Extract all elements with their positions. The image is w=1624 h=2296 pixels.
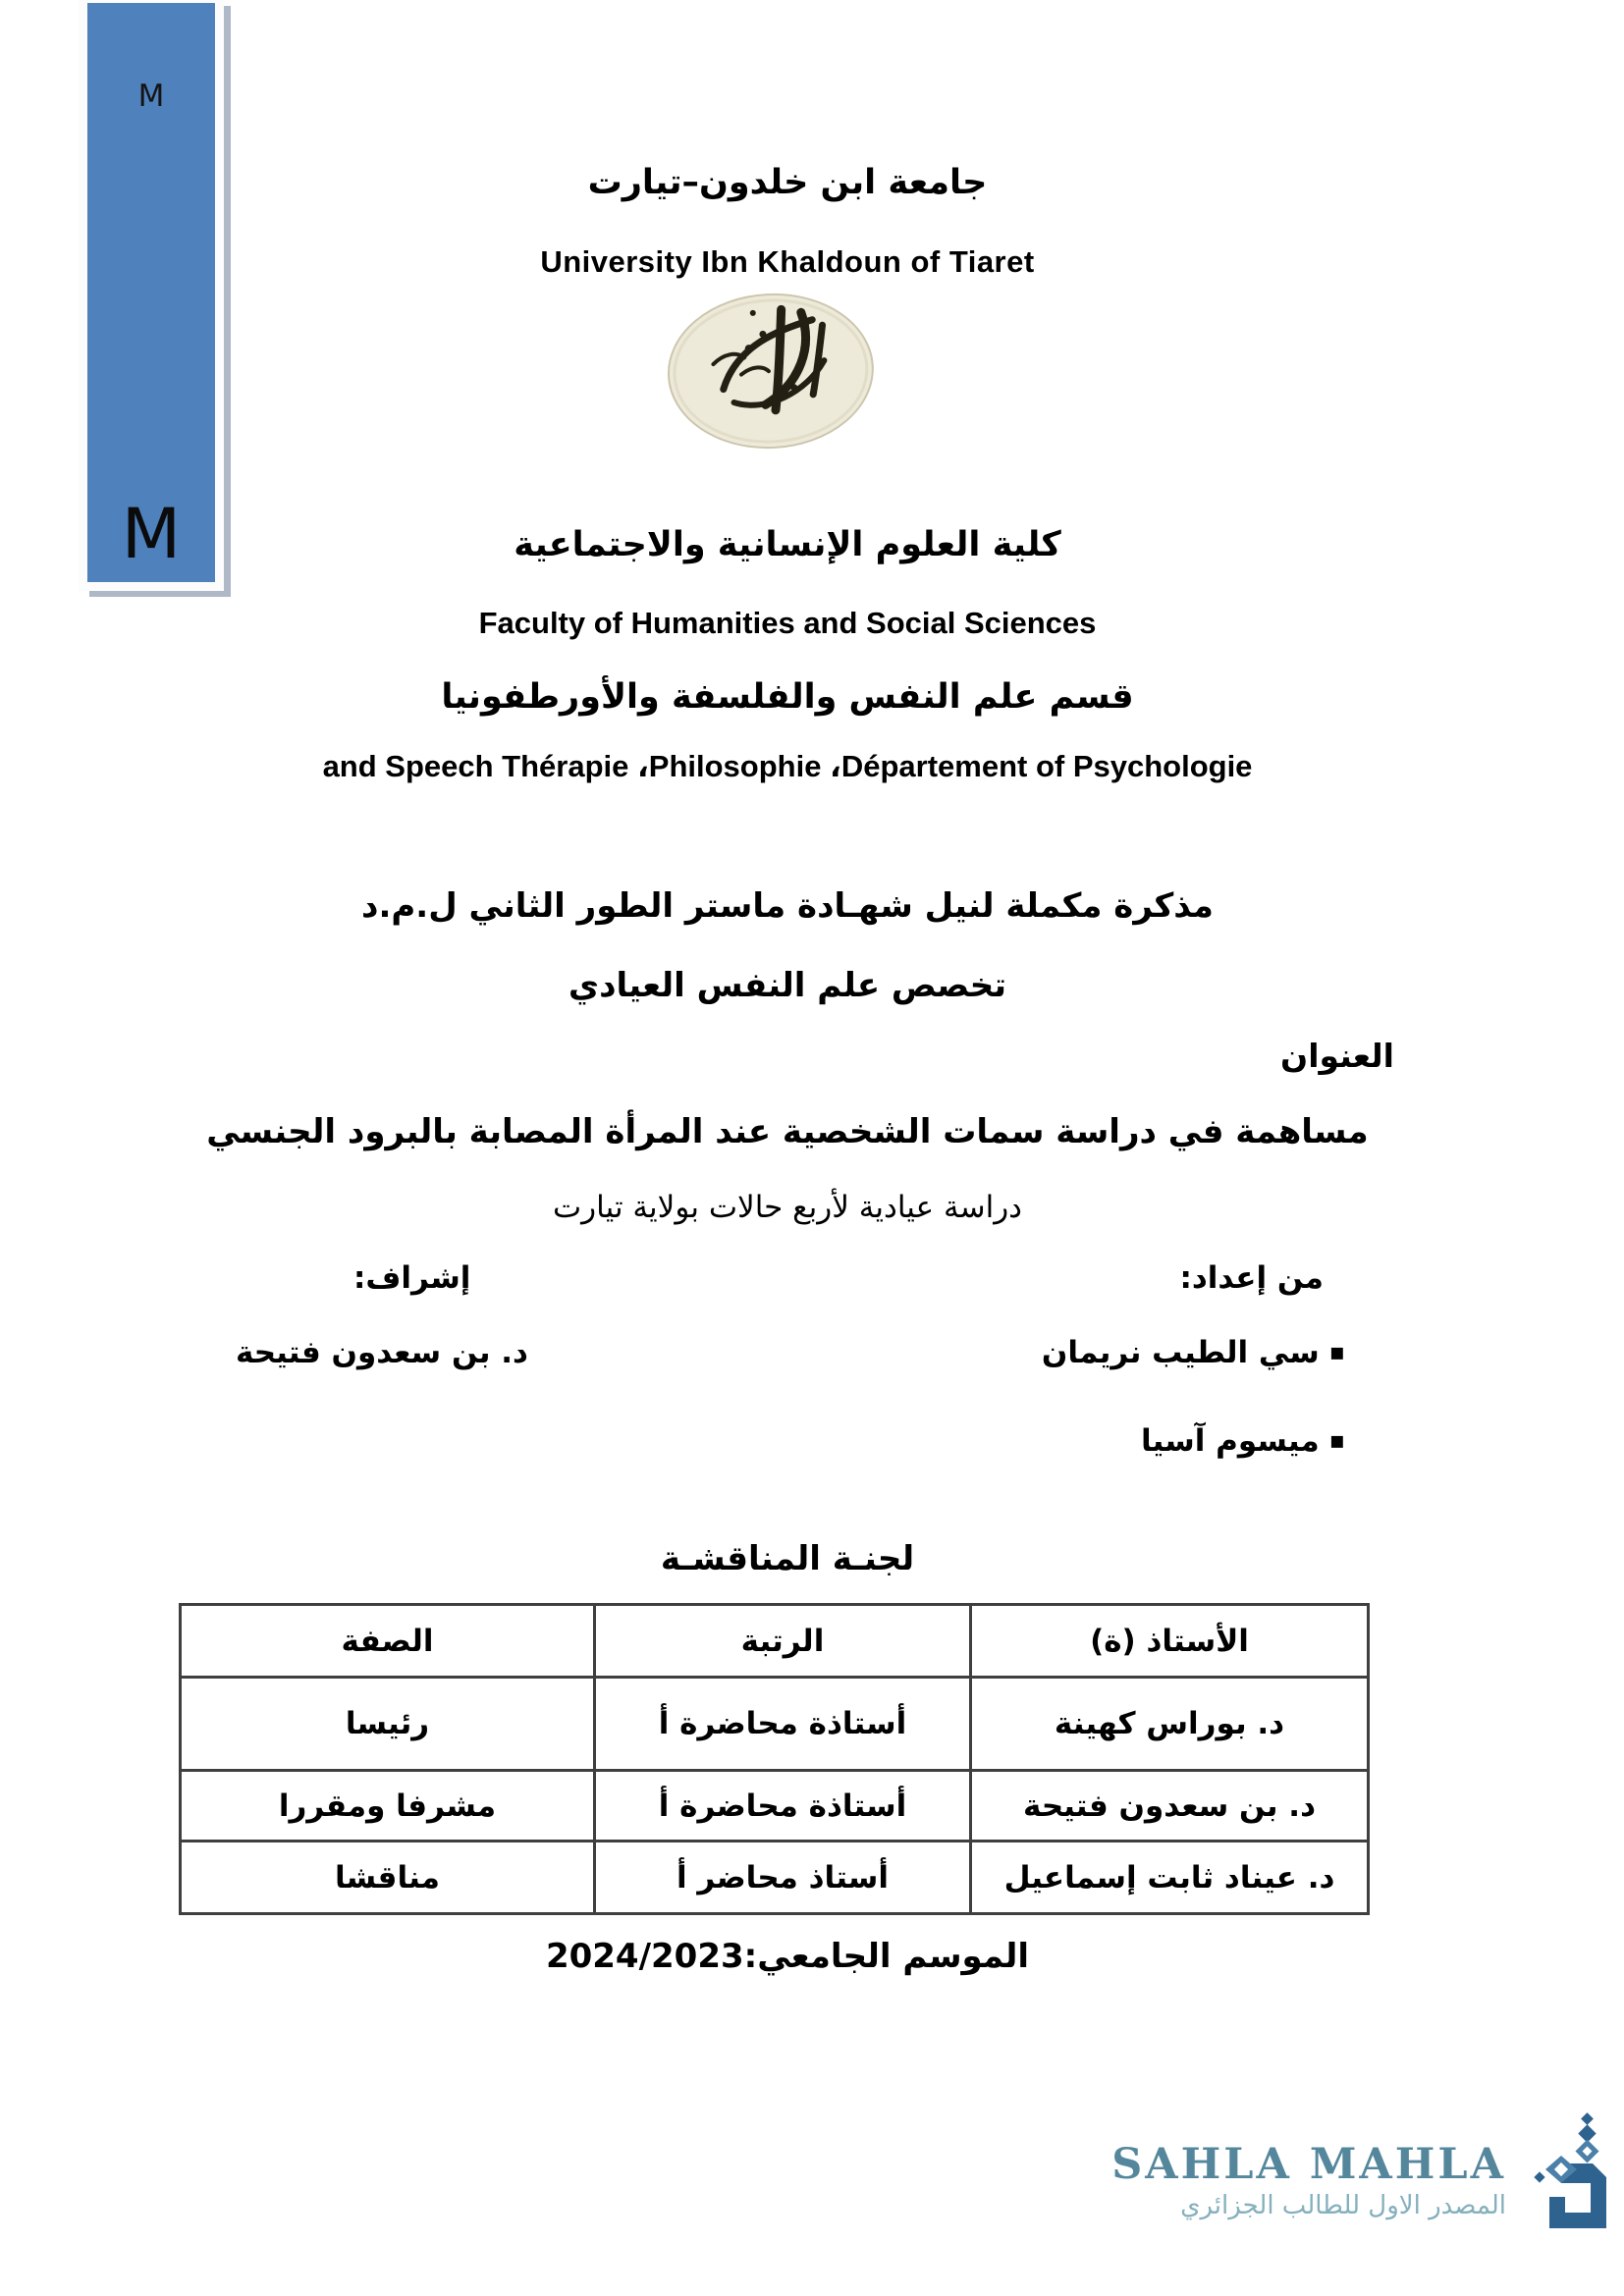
cell-professor: د. بوراس كهينة [971, 1678, 1369, 1771]
student-name: سي الطيب نريمان [1041, 1335, 1320, 1370]
department-name-french: and Speech Thérapie ،Philosophie ،Département of Psychologie [322, 749, 1253, 783]
bullet-icon: ▪ [1328, 1426, 1345, 1454]
sidebar-letter-bottom: M [121, 494, 182, 574]
cell-professor: د. عيناد ثابت إسماعيل [971, 1842, 1369, 1914]
student-list-item [1042, 1333, 1345, 1372]
thesis-subtitle: دراسة عيادية لأربع حالات بولاية تيارت [552, 1190, 1022, 1225]
brand-tagline: المصدر الاول للطالب الجزائري [1180, 2191, 1506, 2220]
sidebar-bookmark-frame [79, 0, 224, 591]
student-name: ميسوم آسيا [1140, 1423, 1320, 1459]
title-label: العنوان [1280, 1037, 1394, 1075]
bullet-icon: ▪ [1328, 1338, 1345, 1365]
table-row [181, 1678, 1369, 1771]
cell-rank: أستاذة محاضرة أ [595, 1771, 971, 1842]
table-header-row [181, 1605, 1369, 1678]
supervision-label: إشراف: [353, 1260, 471, 1296]
faculty-name-arabic: كلية العلوم الإنسانية والاجتماعية [514, 525, 1061, 564]
column-header-rank: الرتبة [595, 1605, 971, 1678]
thesis-specialty: تخصص علم النفس العيادي [568, 966, 1007, 1005]
cell-rank: أستاذ محاضر أ [595, 1842, 971, 1914]
academic-year: الموسم الجامعي:2024/2023 [545, 1937, 1030, 1976]
university-seal-icon [666, 291, 876, 455]
thesis-degree-line: مذكرة مكملة لنيل شهـادة ماستر الطور الثاني ل.م.د [361, 886, 1214, 926]
table-row [181, 1771, 1369, 1842]
faculty-name-english: Faculty of Humanities and Social Sciences [478, 606, 1097, 640]
sidebar-bookmark-bar [87, 3, 215, 582]
university-name-english: University Ibn Khaldoun of Tiaret [540, 244, 1035, 279]
committee-title: لجنـة المناقشـة [660, 1539, 915, 1578]
student-list-item [1141, 1421, 1345, 1461]
university-name-arabic: جامعة ابن خلدون–تيارت [587, 163, 988, 202]
cell-role: رئيسا [181, 1678, 595, 1771]
column-header-role: الصفة [181, 1605, 595, 1678]
thesis-title: مساهمة في دراسة سمات الشخصية عند المرأة المصابة بالبرود الجنسي [206, 1112, 1369, 1151]
cell-professor: د. بن سعدون فتيحة [971, 1771, 1369, 1842]
brand-name: SAHLA MAHLA [1111, 2140, 1506, 2189]
kufic-calligraphy-icon [1532, 2112, 1622, 2236]
cell-role: مناقشا [181, 1842, 595, 1914]
column-header-professor: الأستاذ (ة) [971, 1605, 1369, 1678]
department-name-arabic: قسم علم النفس والفلسفة والأورطفونيا [441, 677, 1134, 717]
cell-role: مشرفا ومقررا [181, 1771, 595, 1842]
table-row [181, 1842, 1369, 1914]
sidebar-letter-top: M [137, 79, 165, 114]
committee-table [179, 1603, 1370, 1915]
supervisor-name: د. بن سعدون فتيحة [236, 1335, 528, 1370]
cell-rank: أستاذة محاضرة أ [595, 1678, 971, 1771]
sahla-mahla-logo [1111, 2110, 1624, 2268]
prepared-by-label: من إعداد: [1179, 1260, 1324, 1296]
